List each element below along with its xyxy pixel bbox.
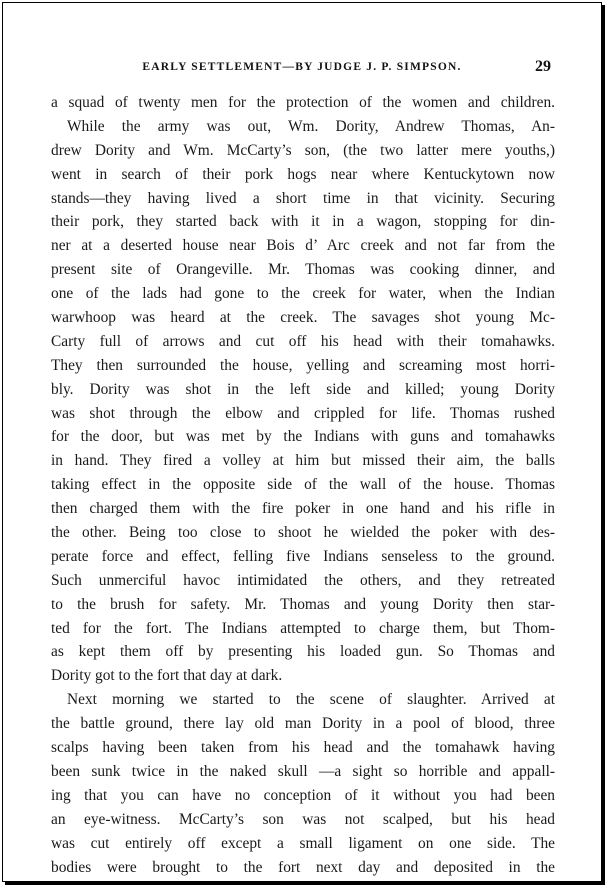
- page-number: 29: [535, 58, 551, 75]
- running-head: EARLY SETTLEMENT—BY JUDGE J. P. SIMPSON.: [142, 61, 462, 73]
- page-header: [3, 58, 601, 81]
- text-line: ted for the fort. The Indians attempted to charge them, but Thom-: [51, 619, 555, 637]
- text-line: was shot through the elbow and crippled for life. Thomas rushed: [51, 404, 555, 422]
- text-line: Such unmerciful havoc intimidated the others, and they retreated: [51, 571, 555, 589]
- body-text: [51, 91, 555, 879]
- text-line: been sunk twice in the naked skull —a sight so horrible and appall-: [51, 762, 555, 780]
- text-line: ing that you can have no conception of it without you had been: [51, 786, 555, 804]
- text-line: to the brush for safety. Mr. Thomas and young Dority then star-: [51, 595, 555, 613]
- page-frame: [2, 2, 602, 882]
- text-line: Dority got to the fort that day at dark.: [51, 667, 283, 685]
- text-line: While the army was out, Wm. Dority, Andrew Thomas, An-: [67, 117, 555, 135]
- text-line: as kept them off by presenting his loaded gun. So Thomas and: [51, 643, 555, 661]
- text-line: the other. Being too close to shoot he wielded the poker with des-: [51, 524, 555, 542]
- text-line: Next morning we started to the scene of slaughter. Arrived at: [67, 691, 555, 709]
- text-line: stands—they having lived a short time in that vicinity. Securing: [51, 189, 555, 207]
- text-line: in hand. They fired a volley at him but missed their aim, the balls: [51, 452, 555, 470]
- text-line: a squad of twenty men for the protection of the women and children.: [51, 94, 555, 111]
- text-line: drew Dority and Wm. McCarty’s son, (the two latter mere youths,): [51, 141, 555, 159]
- text-line: Carty full of arrows and cut off his head with their tomahawks.: [51, 332, 555, 350]
- text-line: went in search of their pork hogs near where Kentuckytown now: [51, 165, 555, 183]
- text-line: They then surrounded the house, yelling and screaming most horri-: [51, 356, 555, 374]
- text-line: ner at a deserted house near Bois d’ Arc creek and not far from the: [51, 237, 555, 255]
- text-line: taking effect in the opposite side of the wall of the house. Thomas: [51, 476, 555, 494]
- text-line: was cut entirely off except a small ligament on one side. The: [51, 834, 555, 852]
- text-line: bly. Dority was shot in the left side and killed; young Dority: [51, 380, 555, 398]
- text-line: one of the lads had gone to the creek for water, when the Indian: [51, 285, 555, 303]
- text-line: then charged them with the fire poker in one hand and his rifle in: [51, 500, 555, 518]
- text-line: an eye-witness. McCarty’s son was not scalped, but his head: [51, 810, 555, 828]
- text-line: bodies were brought to the fort next day and deposited in the: [51, 858, 555, 876]
- text-line: perate force and effect, felling five Indians senseless to the ground.: [51, 547, 555, 565]
- text-line: warwhoop was heard at the creek. The savages shot young Mc-: [51, 309, 555, 327]
- text-line: for the door, but was met by the Indians with guns and tomahawks: [51, 428, 555, 446]
- text-line: scalps having been taken from his head and the tomahawk having: [51, 739, 555, 757]
- text-line: present site of Orangeville. Mr. Thomas was cooking dinner, and: [51, 261, 555, 279]
- text-line: the battle ground, there lay old man Dority in a pool of blood, three: [51, 715, 555, 733]
- text-line: their pork, they started back with it in a wagon, stopping for din-: [51, 213, 555, 231]
